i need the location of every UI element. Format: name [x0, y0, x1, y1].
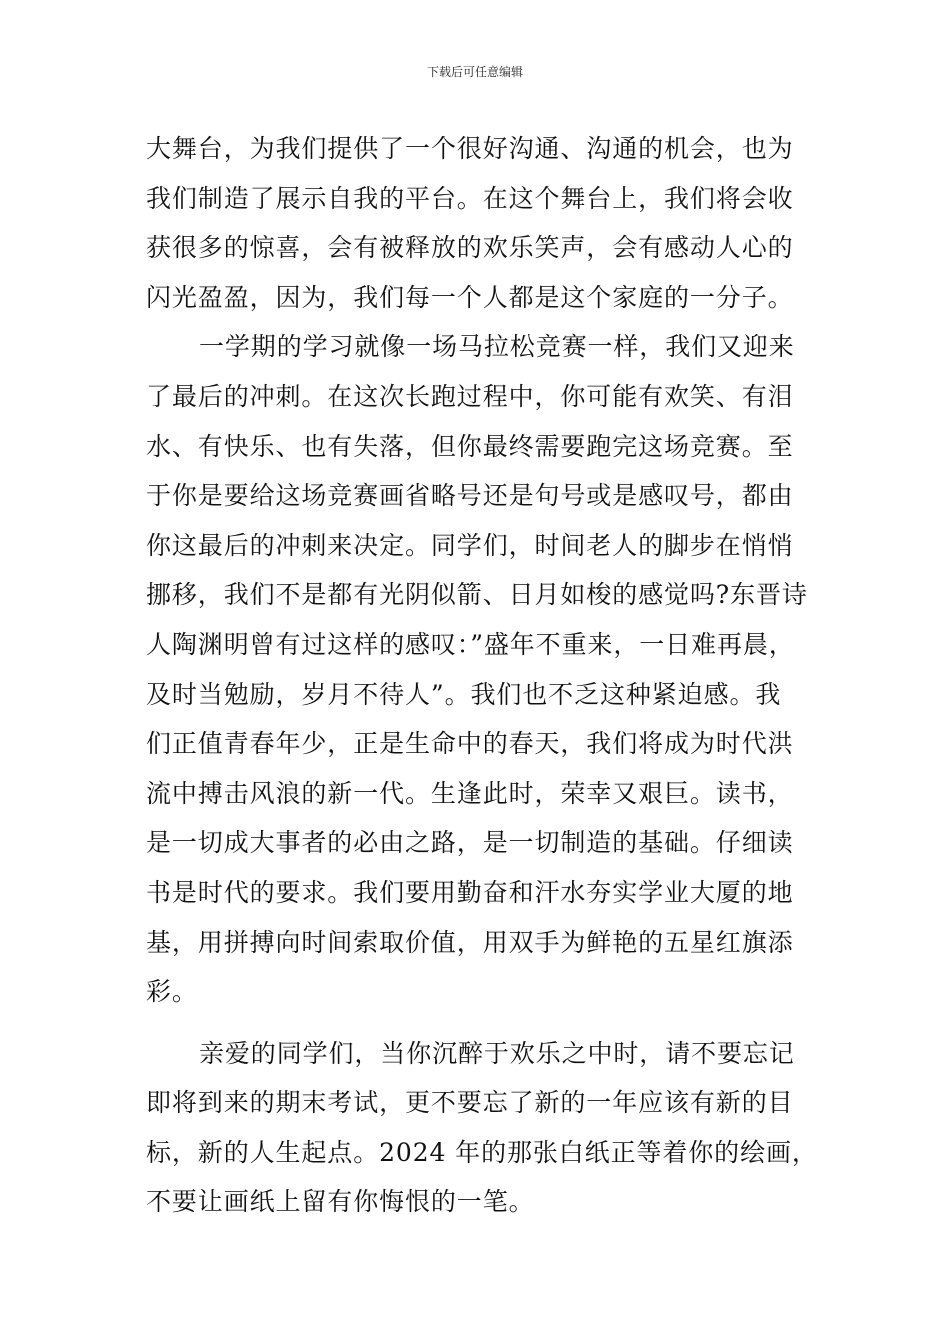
text-line: 基，用拼搏向时间索取价值，用双手为鲜艳的五星红旗添	[146, 927, 794, 957]
text-line: 闪光盈盈，因为，我们每一个人都是这个家庭的一分子。	[146, 282, 794, 312]
text-line: 彩。	[146, 977, 198, 1007]
text-line: 一学期的学习就像一场马拉松竞赛一样，我们又迎来	[199, 332, 795, 362]
text-line: 于你是要给这场竞赛画省略号还是句号或是感叹号，都由	[146, 481, 794, 511]
paragraph-3	[146, 1029, 826, 1227]
text-line: 书是时代的要求。我们要用勤奋和汗水夯实学业大厦的地	[146, 877, 794, 907]
text-line: 人陶渊明曾有过这样的感叹：”盛年不重来，一日难再晨，	[146, 629, 795, 659]
document-body	[146, 124, 826, 1227]
text-line: 流中搏击风浪的新一代。生逢此时，荣幸又艰巨。读书，	[146, 778, 794, 808]
text-line: 大舞台，为我们提供了一个很好沟通、沟通的机会，也为	[146, 134, 794, 163]
text-line: 我们制造了展示自我的平台。在这个舞台上，我们将会收	[146, 183, 794, 213]
text-line: 即将到来的期末考试，更不要忘了新的一年应该有新的目	[146, 1088, 794, 1118]
paragraph-1	[146, 124, 826, 322]
text-line: 了最后的冲刺。在这次长跑过程中，你可能有欢笑、有泪	[146, 381, 794, 411]
text-line: 们正值青春年少，正是生命中的春天，我们将成为时代洪	[146, 729, 794, 759]
page-header: 下载后可任意编辑	[426, 65, 523, 79]
text-line: 挪移，我们不是都有光阴似箭、日月如梭的感觉吗?东晋诗	[146, 580, 808, 610]
paragraph-2	[146, 322, 826, 1016]
text-line: 获很多的惊喜，会有被释放的欢乐笑声，会有感动人心的	[146, 233, 794, 263]
text-line: 标，新的人生起点。2024 年的那张白纸正等着你的绘画，	[146, 1137, 818, 1167]
text-line: 你这最后的冲刺来决定。同学们，时间老人的脚步在悄悄	[146, 530, 794, 560]
paragraph-gap	[146, 1017, 826, 1029]
text-line: 是一切成大事者的必由之路，是一切制造的基础。仔细读	[146, 828, 794, 858]
text-line: 及时当勉励，岁月不待人”。我们也不乏这种紧迫感。我	[146, 679, 782, 709]
text-line: 不要让画纸上留有你悔恨的一笔。	[146, 1187, 535, 1217]
text-line: 亲爱的同学们，当你沉醉于欢乐之中时，请不要忘记	[199, 1038, 795, 1068]
text-line: 水、有快乐、也有失落，但你最终需要跑完这场竞赛。至	[146, 431, 794, 461]
